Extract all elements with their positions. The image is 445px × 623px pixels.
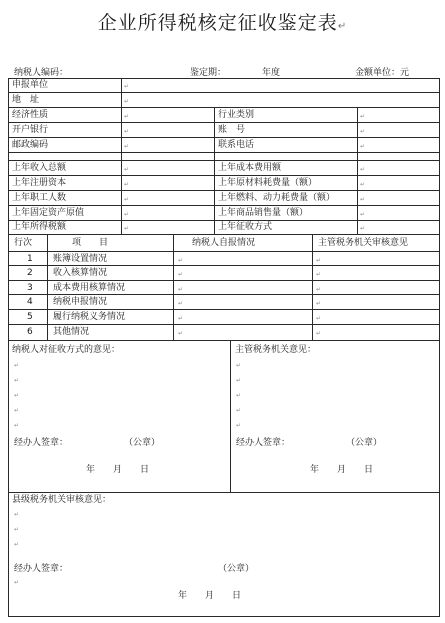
bank-label: 开户银行: [12, 125, 49, 135]
figure-label: 上年注册资本: [12, 178, 67, 188]
row-item-name: 账簿设置情况: [53, 254, 108, 264]
col-seq-header: 行次: [14, 238, 33, 248]
row-number: 3: [27, 283, 33, 293]
year-label: 年度: [262, 68, 281, 78]
row-number: 5: [27, 312, 33, 322]
col-item-header: 项 目: [72, 238, 109, 248]
sign-date: 年 月 日: [178, 591, 242, 601]
phone-label: 联系电话: [218, 140, 255, 150]
row-number: 2: [27, 268, 33, 278]
row-item-name: 成本费用核算情况: [53, 283, 126, 293]
row-number: 4: [27, 297, 33, 307]
address-label: 地 址: [12, 95, 40, 105]
row-item-name: 纳税申报情况: [53, 297, 108, 307]
row-item-name: 收入核算情况: [53, 268, 108, 278]
seal-label: （公章）: [218, 564, 255, 574]
sign-date: 年 月 日: [86, 465, 150, 475]
amount-unit-label: 金额单位：元: [355, 68, 410, 78]
sign-date: 年 月 日: [310, 465, 374, 475]
seal-label: （公章）: [346, 438, 383, 448]
page-title: 企业所得税核定征收鉴定表↵: [97, 12, 348, 34]
industry-label: 行业类别: [218, 110, 255, 120]
seal-label: （公章）: [124, 438, 161, 448]
col-review-header: 主管税务机关审核意见: [318, 238, 409, 248]
postcode-label: 邮政编码: [12, 140, 49, 150]
row-number: 6: [27, 327, 33, 337]
county-opinion-label: 县级税务机关审核意见：: [12, 495, 112, 505]
handler-sign-label: 经办人签章：: [236, 438, 291, 448]
figure-label: 上年燃料、动力耗费量（额）: [218, 193, 336, 203]
authority-opinion-label: 主管税务机关意见：: [235, 345, 317, 355]
return-mark-icon: ↵: [337, 21, 348, 32]
econ-nature-label: 经济性质: [12, 110, 49, 120]
figure-label: 上年固定资产原值: [12, 208, 85, 218]
figure-label: 上年收入总额: [12, 163, 67, 173]
report-unit-label: 申报单位: [12, 80, 49, 90]
col-self-header: 纳税人自报情况: [192, 238, 256, 248]
figure-label: 上年所得税额: [12, 222, 67, 232]
taxpayer-id-label: 纳税人编码：: [14, 68, 69, 78]
figure-label: 上年原材料耗费量（额）: [218, 178, 318, 188]
handler-sign-label: 经办人签章：: [14, 438, 69, 448]
account-label: 账 号: [218, 125, 246, 135]
taxpayer-opinion-label: 纳税人对征收方式的意见：: [12, 345, 121, 355]
handler-sign-label: 经办人签章：: [14, 564, 69, 574]
figure-label: 上年商品销售量（额）: [218, 208, 309, 218]
row-item-name: 履行纳税义务情况: [53, 312, 126, 322]
assess-date-label: 鉴定期：: [190, 68, 227, 78]
figure-label: 上年职工人数: [12, 193, 67, 203]
row-item-name: 其他情况: [53, 327, 90, 337]
figure-label: 上年成本费用额: [218, 163, 282, 173]
row-number: 1: [27, 254, 33, 264]
figure-label: 上年征收方式: [218, 222, 273, 232]
